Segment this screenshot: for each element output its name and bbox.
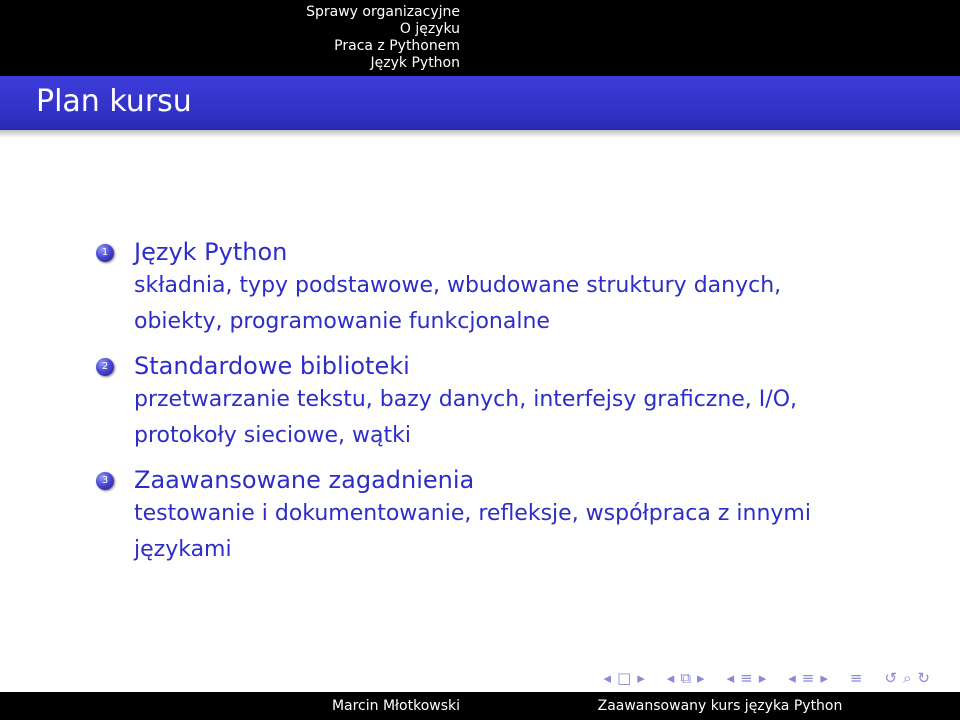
nav-section-sprawy-organizacyjne[interactable]: Sprawy organizacyjne — [306, 4, 460, 20]
slide-frame-icon[interactable]: □ — [617, 669, 632, 687]
subsection-icon[interactable]: ≡ — [740, 669, 753, 687]
item-description-line: obiekty, programowanie funkcjonalne — [134, 309, 550, 334]
nav-section-jezyk-python[interactable]: Język Python — [370, 55, 460, 71]
prev-section-icon[interactable]: ◂ — [788, 669, 796, 687]
next-slide-icon[interactable]: ▸ — [637, 669, 645, 687]
search-icon[interactable]: ⌕ — [903, 669, 912, 687]
frame-stack-icon[interactable]: ⧉ — [680, 669, 692, 687]
next-subsection-icon[interactable]: ▸ — [758, 669, 767, 687]
footer-author: Marcin Młotkowski — [0, 692, 480, 720]
next-frame-icon[interactable]: ▸ — [697, 669, 705, 687]
slide-footer — [0, 692, 960, 720]
list-item — [92, 350, 892, 454]
document-icon[interactable]: ≡ — [849, 669, 863, 687]
numbered-ball-bullet: 3 — [96, 472, 114, 490]
section-icon[interactable]: ≡ — [801, 669, 815, 687]
nav-separator — [711, 668, 721, 688]
item-title: Język Python — [134, 238, 288, 266]
frame-title: Plan kursu — [36, 84, 192, 119]
title-shadow — [0, 130, 960, 138]
beamer-navigation-symbols — [604, 668, 930, 688]
section-navigation-right — [480, 0, 960, 76]
nav-section-praca-z-pythonem[interactable]: Praca z Pythonem — [334, 38, 460, 54]
section-list — [0, 0, 480, 76]
prev-frame-icon[interactable]: ◂ — [666, 669, 675, 687]
nav-separator — [772, 668, 782, 688]
section-navigation-bar — [0, 0, 960, 76]
nav-separator — [834, 668, 844, 688]
next-section-icon[interactable]: ▸ — [820, 669, 828, 687]
frame-title-bar — [0, 76, 960, 130]
numbered-ball-bullet: 2 — [96, 358, 114, 376]
prev-slide-icon[interactable]: ◂ — [603, 669, 612, 687]
item-title: Zaawansowane zagadnienia — [134, 466, 475, 494]
list-item — [92, 464, 892, 568]
prev-subsection-icon[interactable]: ◂ — [726, 669, 735, 687]
search-forward-icon[interactable]: ↻ — [917, 669, 930, 687]
item-description-line: przetwarzanie tekstu, bazy danych, interfejsy graficzne, I/O, — [134, 387, 798, 412]
numbered-ball-bullet: 1 — [96, 244, 114, 262]
item-description-line: składnia, typy podstawowe, wbudowane struktury danych, — [134, 273, 782, 298]
search-back-icon[interactable]: ↺ — [884, 669, 898, 687]
nav-section-o-jezyku[interactable]: O języku — [399, 21, 460, 37]
nav-separator — [651, 668, 661, 688]
nav-separator — [868, 668, 878, 688]
item-description-line: testowanie i dokumentowanie, refleksje, współpraca z innymi — [134, 501, 811, 526]
item-description-line: protokoły sieciowe, wątki — [134, 423, 411, 448]
list-item — [92, 236, 892, 340]
footer-course-title: Zaawansowany kurs języka Python — [480, 692, 960, 720]
item-title: Standardowe biblioteki — [134, 352, 410, 380]
item-description-line: językami — [134, 537, 232, 562]
course-plan-list — [92, 236, 892, 578]
